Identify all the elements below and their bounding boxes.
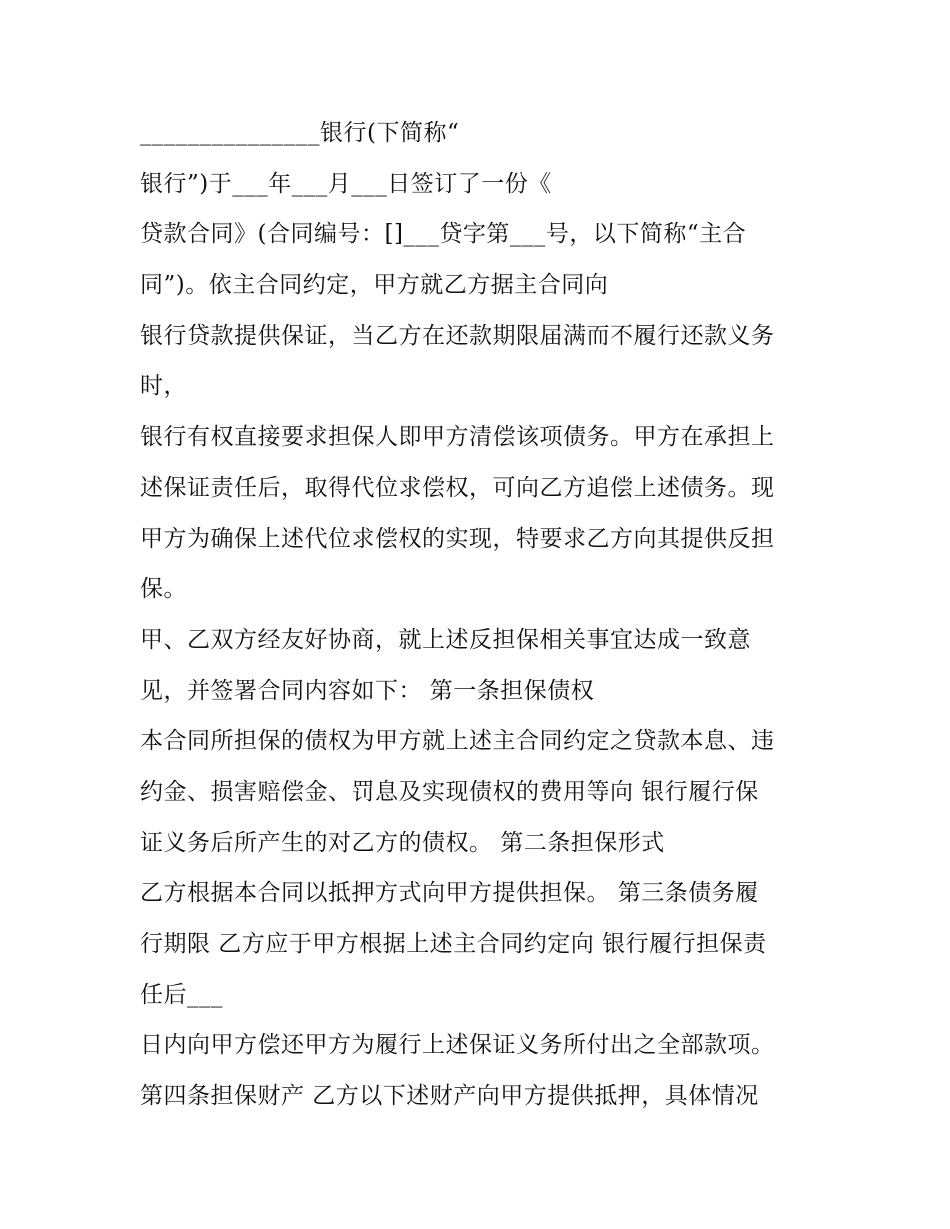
text-line: 证义务后所产生的对乙方的债权。 第二条担保形式 (140, 829, 665, 856)
text-line: 保。 (140, 576, 187, 603)
text-line: 第四条担保财产 乙方以下述财产向甲方提供抵押，具体情况 (140, 1083, 759, 1110)
text-line: 日内向甲方偿还甲方为履行上述保证义务所付出之全部款项。 (140, 1032, 775, 1059)
text-line: 甲方为确保上述代位求偿权的实现，特要求乙方向其提供反担 (140, 525, 775, 552)
text-line: 见，并签署合同内容如下： 第一条担保债权 (140, 677, 595, 704)
text-line: 本合同所担保的债权为甲方就上述主合同约定之贷款本息、违 (140, 728, 775, 755)
text-line: 甲、乙双方经友好协商，就上述反担保相关事宜达成一致意 (140, 626, 751, 653)
text-line: 任后___ (140, 981, 223, 1008)
text-line: _______________银行(下简称“ (140, 120, 460, 146)
contract-body (140, 108, 830, 1122)
text-line: 行期限 乙方应于甲方根据上述主合同约定向 银行履行担保责 (140, 931, 767, 957)
text-line: 贷款合同》(合同编号：[]___贷字第___号，以下简称“主合 (140, 221, 747, 248)
text-line: 同”)。依主合同约定，甲方就乙方据主合同向 (140, 272, 609, 299)
text-line: 银行贷款提供保证，当乙方在还款期限届满而不履行还款义务 (140, 322, 775, 349)
text-line: 约金、损害赔偿金、罚息及实现债权的费用等向 银行履行保 (140, 778, 759, 805)
text-line: 银行”)于___年___月___日签订了一份《 (140, 170, 552, 197)
text-line: 述保证责任后，取得代位求偿权，可向乙方追偿上述债务。现 (140, 474, 775, 501)
text-line: 时， (140, 373, 187, 400)
text-line: 银行有权直接要求担保人即甲方清偿该项债务。甲方在承担上 (140, 424, 775, 451)
text-line: 乙方根据本合同以抵押方式向甲方提供担保。 第三条债务履 (140, 880, 759, 907)
